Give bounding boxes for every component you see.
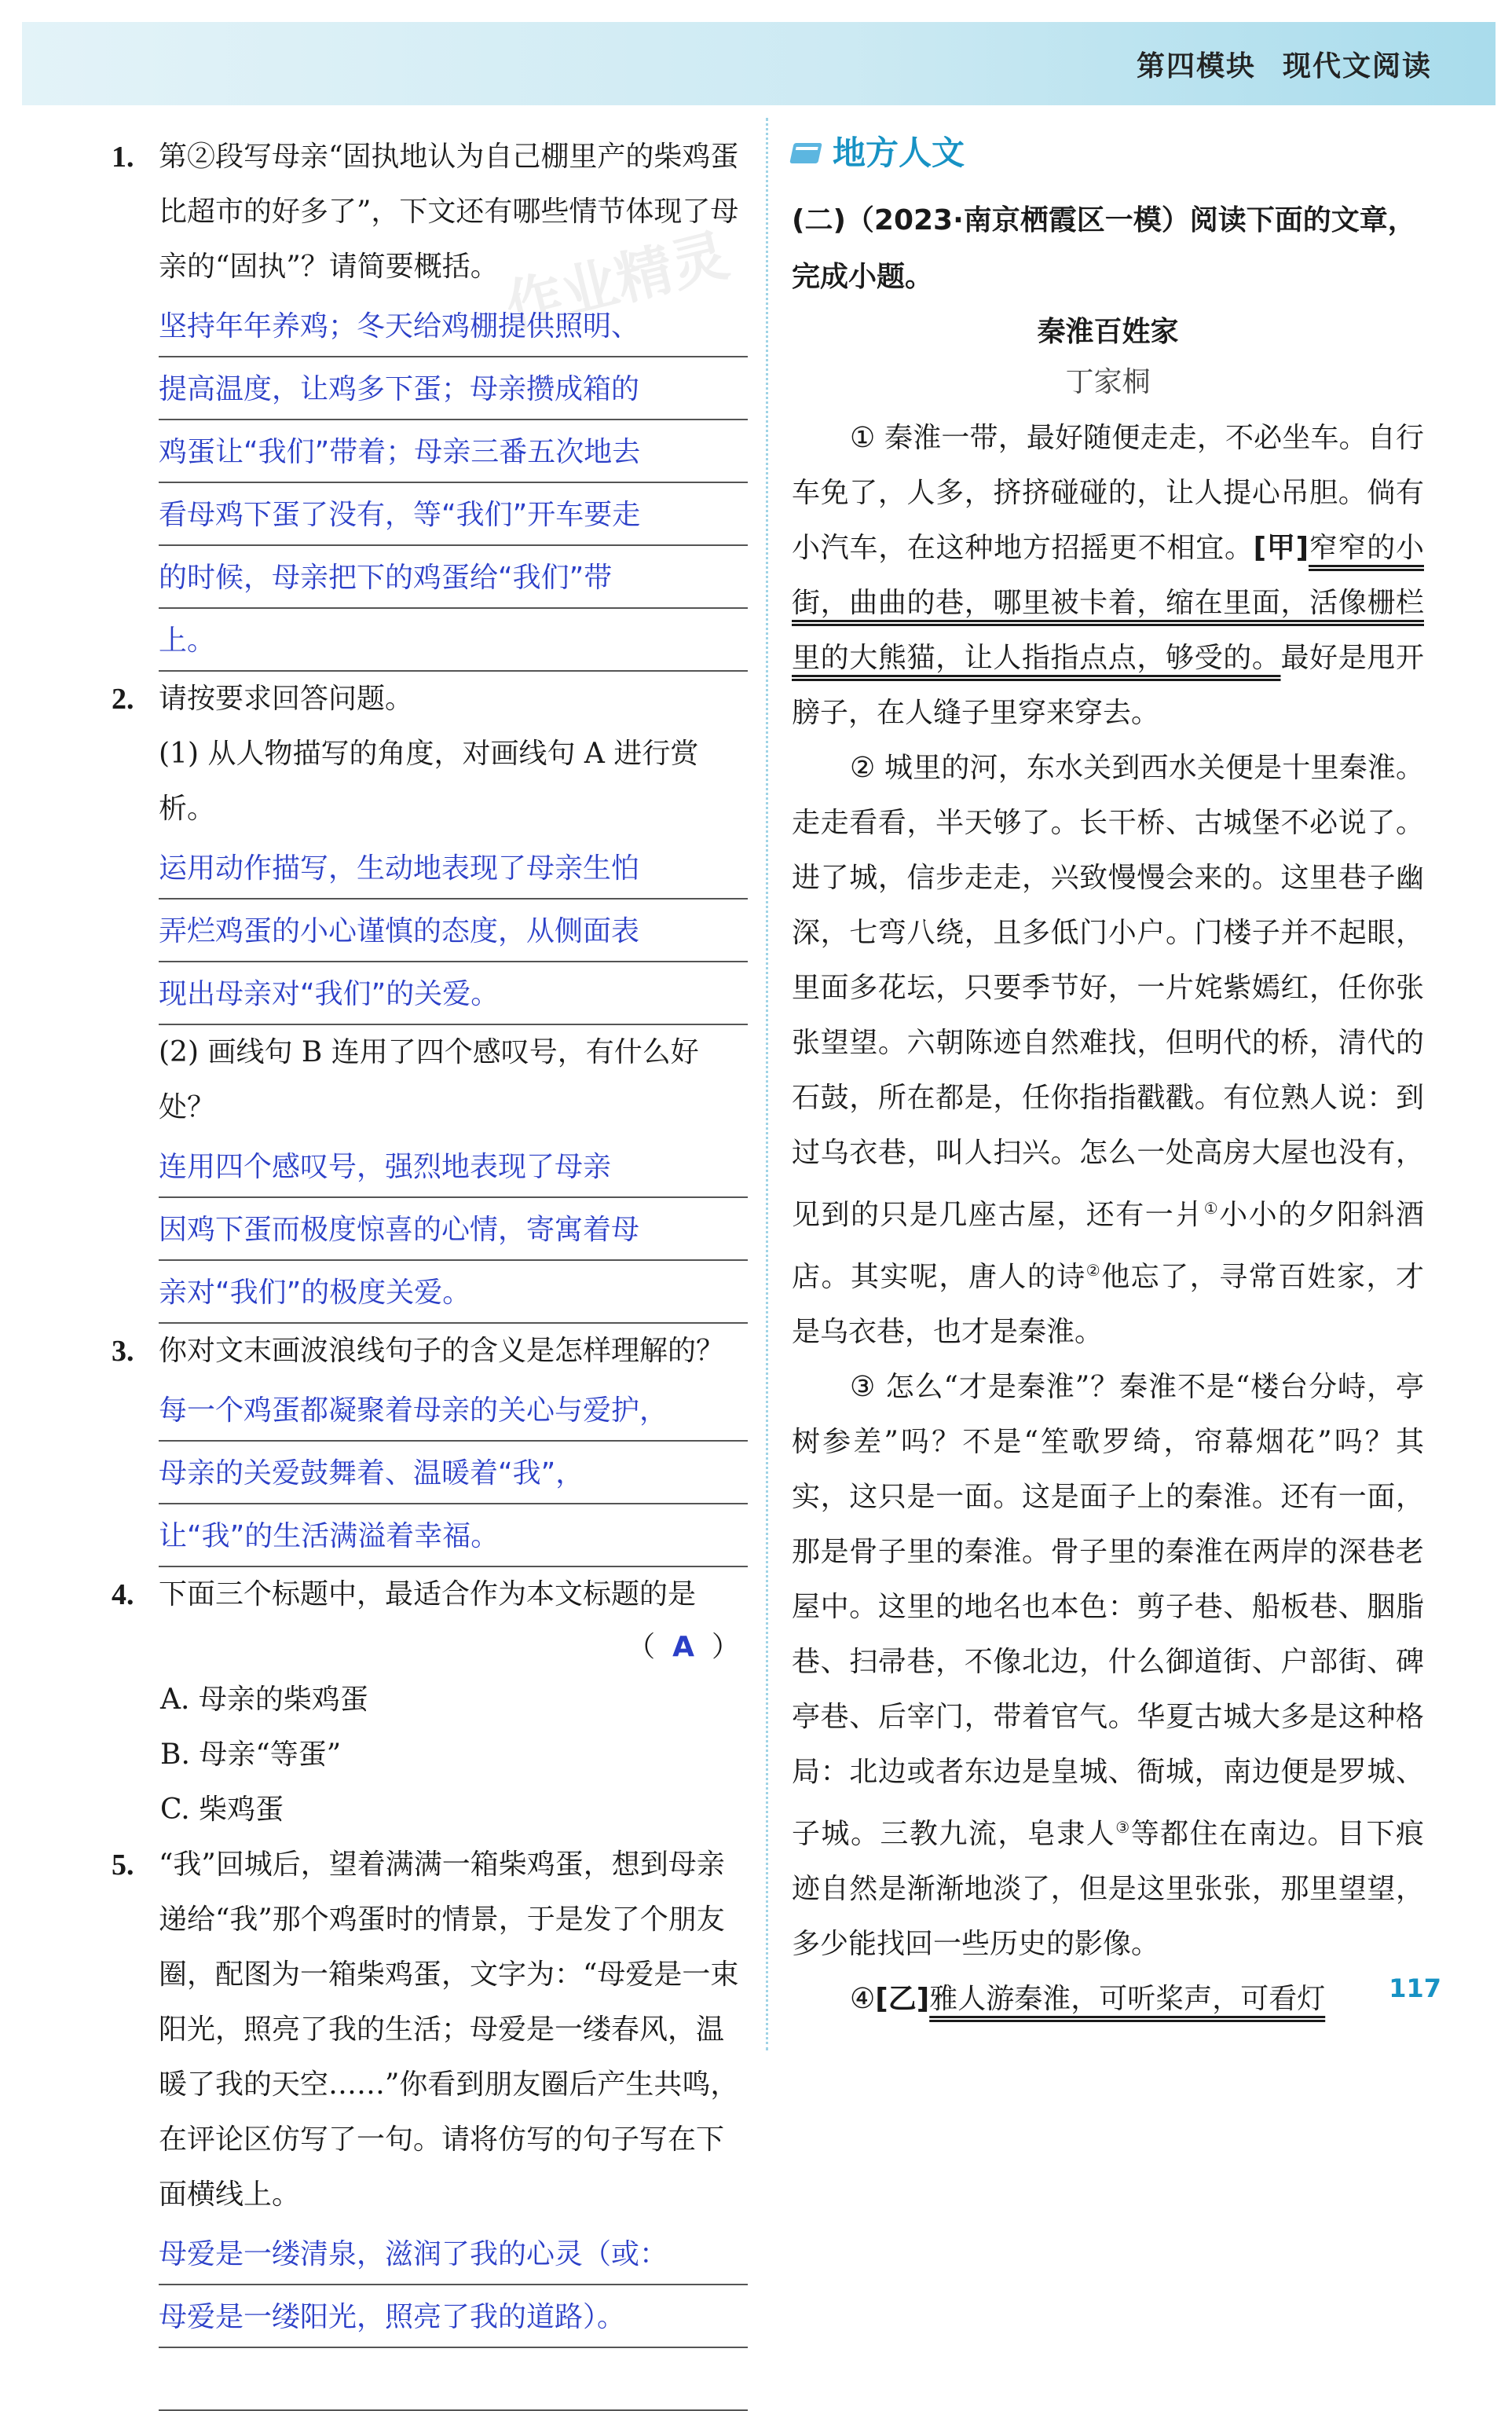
paragraph-text: 城里的河，东水关到西水关便是十里秦淮。走走看看，半天够了。长干桥、古城堡不必说了。进了城，信步走走，兴致慢慢会来的。这里巷子幽深，七弯八绕，且多低门小户。门楼子并不起眼，里面多花坛，只要季节好，一片姹紫嫣红，任你张张望望。六朝陈迹自然难找，但明代的桥，清代的石鼓，所在都是，任你指指戳戳。有位熟人说：到过乌衣巷，叫人扫兴。怎么一处高房大屋也没有，见到的只是几座古屋，还有一爿 [792,752,1424,1231]
question-text: 第②段写母亲“固执地认为自己棚里产的柴鸡蛋比超市的好多了”，下文还有哪些情节体现了母亲的“固执”？请简要概括。 [159,141,739,283]
header-title [1137,44,1432,84]
selected-answer: A [672,1631,694,1663]
marker-yi: [乙] [875,1983,930,2015]
question-number: 3. [112,1335,134,1368]
question-text: 下面三个标题中，最适合作为本文标题的是 [159,1578,697,1610]
footnote-marker: ② [1085,1261,1102,1280]
question-text: 请按要求回答问题。 [159,683,414,715]
answer-line: 每一个鸡蛋都凝聚着母亲的关心与爱护， [159,1379,748,1442]
answer-line: 因鸡下蛋而极度惊喜的心情，寄寓着母 [159,1198,748,1261]
paragraph-text: 秦淮一带，最好随便走走，不必坐车。自行车免了，人多，挤挤碰碰的，让人提心吊胆。倘有小汽车，在这种地方招摇更不相宜。 [792,422,1424,564]
answer-line: 坚持年年养鸡；冬天给鸡棚提供照明、 [159,295,748,357]
answer-line: 连用四个感叹号，强烈地表现了母亲 [159,1135,748,1198]
answer-line: 让“我”的生活满溢着幸福。 [159,1504,748,1567]
option-a: A. 母亲的柴鸡蛋 [160,1684,368,1716]
answer-line: 弄烂鸡蛋的小心谨慎的态度，从侧面表 [159,900,748,962]
footnote-marker: ① [1203,1199,1220,1218]
answer-line: 母爱是一缕阳光，照亮了我的道路）。 [159,2285,748,2348]
question-text: 你对文末画波浪线句子的含义是怎样理解的？ [159,1335,725,1367]
paragraph-2 [792,741,1424,1360]
answer-line: 母亲的关爱鼓舞着、温暖着“我”， [159,1442,748,1504]
article-title: 秦淮百姓家 [1037,316,1179,348]
question-3 [112,1324,748,1379]
paragraph-text: 他忘了，寻常百姓家，才是乌衣巷，也才是秦淮。 [792,1261,1424,1348]
question-5 [112,1838,748,2222]
paragraph-text: 怎么“才是秦淮”？秦淮不是“楼台分峙，亭树参差”吗？不是“笙歌罗绮，帘幕烟花”吗？其实，这只是一面。这是面子上的秦淮。还有一面，那是骨子里的秦淮。骨子里的秦淮在两岸的深巷老屋中。这里的地名也本色：剪子巷、船板巷、胭脂巷、扫帚巷，不像北边，什么御道街、户部街、碑亭巷、后宰门，带着官气。华夏古城大多是这种格局：北边或者东边是皇城、衙城，南边便是罗城、子城。三教九流，皂隶人 [792,1371,1424,1850]
article-author: 丁家桐 [1065,366,1151,398]
answer-line: 上。 [159,609,748,672]
answer-choice: （ A ） [627,1631,740,1663]
footnote-marker: ③ [1115,1818,1131,1837]
underlined-sentence-yi: 雅人游秦淮，可听桨声，可看灯 [929,1983,1326,2015]
paragraph-text: 最好是甩开膀子，在人缝子里穿来穿去。 [792,642,1424,729]
section-heading [792,130,1424,177]
reading-intro: (二)（2023·南京栖霞区一模）阅读下面的文章，完成小题。 [792,204,1416,293]
option-b: B. 母亲“等蛋” [160,1739,342,1771]
answer-line: 运用动作描写，生动地表现了母亲生怕 [159,837,748,900]
answer-line: 亲对“我们”的极度关爱。 [159,1261,748,1324]
answer-line-blank [159,2348,748,2411]
paragraph-4 [792,1972,1424,2027]
paragraph-1 [792,411,1424,741]
sub-question-text: (2) 画线句 B 连用了四个感叹号，有什么好处？ [159,1036,699,1123]
paragraph-text: 小小的夕阳斜酒店。其实呢，唐人的诗 [792,1199,1424,1293]
question-text: “我”回城后，望着满满一箱柴鸡蛋，想到母亲递给“我”那个鸡蛋时的情景，于是发了个朋友圈，配图为一箱柴鸡蛋，文字为：“母爱是一束阳光，照亮了我的生活；母爱是一缕春风，温暖了我的天空……”你看到朋友圈后产生共鸣，在评论区仿写了一句。请将仿写的句子写在下面横线上。 [159,1849,739,2211]
sub-question-text: (1) 从人物描写的角度，对画线句 A 进行赏析。 [159,738,699,825]
answer-line: 母爱是一缕清泉，滋润了我的心灵（或： [159,2222,748,2285]
page-number: 117 [1389,1973,1441,2003]
paragraph-number: ① [850,422,876,454]
question-number: 2. [112,683,134,716]
question-2-sub-1 [112,727,748,837]
answer-line: 的时候，母亲把下的鸡蛋给“我们”带 [159,546,748,609]
section-heading-text: 地方人文 [833,134,965,172]
question-number: 1. [112,141,134,174]
question-number: 4. [112,1578,134,1611]
right-column [792,130,1424,2027]
paragraph-number: ④ [850,1983,876,2015]
question-number: 5. [112,1849,134,1882]
paragraph-3 [792,1360,1424,1972]
underlined-sentence-jia: 窄窄的小街，曲曲的巷，哪里被卡着，缩在里面，活像栅栏里的大熊猫，让人指指点点，够受的。 [792,532,1424,674]
question-4 [112,1567,748,1622]
book-icon [789,143,822,163]
question-2 [112,672,748,727]
module-label: 第四模块 [1136,50,1256,82]
answer-line: 提高温度，让鸡多下蛋；母亲攒成箱的 [159,357,748,420]
paragraph-number: ② [850,752,876,784]
answer-line: 看母鸡下蛋了没有，等“我们”开车要走 [159,483,748,546]
option-c: C. 柴鸡蛋 [160,1794,284,1826]
answer-line: 现出母亲对“我们”的关爱。 [159,962,748,1025]
paragraph-text: 等都住在南边。目下痕迹自然是渐渐地淡了，但是这里张张，那里望望，多少能找回一些历史的影像。 [792,1818,1424,1960]
question-2-sub-2 [112,1025,748,1135]
paragraph-number: ③ [850,1371,877,1403]
column-divider [766,118,768,2050]
left-column [112,130,748,2411]
answer-line: 鸡蛋让“我们”带着；母亲三番五次地去 [159,420,748,483]
watermark: 作业精灵 [499,222,735,341]
question-1 [112,130,748,295]
section-label: 现代文阅读 [1282,50,1432,82]
marker-jia: [甲] [1253,532,1309,564]
